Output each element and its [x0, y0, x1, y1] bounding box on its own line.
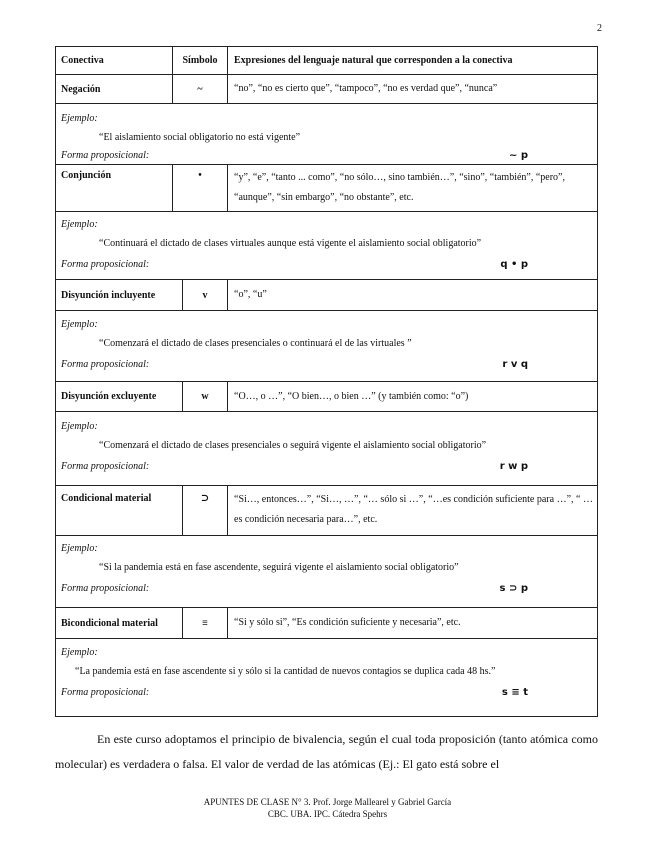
form-row [61, 682, 592, 704]
form-label: Forma proposicional: [61, 583, 150, 594]
example-block [56, 316, 597, 382]
table-header-row [56, 47, 597, 75]
form-label: Forma proposicional: [61, 687, 150, 698]
form-row [61, 354, 592, 376]
form-label: Forma proposicional: [61, 150, 150, 161]
example-block [56, 110, 597, 165]
connectives-table [55, 46, 598, 717]
connective-symbol: v [183, 280, 228, 310]
example-label: Ejemplo: [61, 543, 98, 554]
form-value: r v q [502, 359, 528, 370]
example-block [56, 216, 597, 280]
connective-expressions: “y”, “e”, “tanto ... como”, “no sólo…, sino también…”, “sino”, “también”, “pero”, “aunque”, “sin embargo”, “no obstante”, etc. [234, 172, 565, 203]
form-row [61, 148, 592, 163]
connective-name: Bicondicional material [56, 608, 183, 638]
example-sentence: “Si la pandemia está en fase ascendente, seguirá vigente el aislamiento social obligatorio” [99, 562, 459, 573]
form-label: Forma proposicional: [61, 359, 150, 370]
connective-expressions: “Si y sólo si”, “Es condición suficiente y necesaria”, etc. [234, 617, 461, 628]
connective-symbol: ⊃ [183, 486, 228, 535]
example-sentence: “La pandemia está en fase ascendente si y sólo si la cantidad de nuevos contagios se duplica cada 48 hs.” [75, 666, 496, 677]
table-row [56, 75, 597, 104]
form-value: s ⊃ p [499, 583, 528, 594]
header-expressions: Expresiones del lenguaje natural que corresponden a la conectiva [234, 54, 513, 66]
table-row [56, 165, 597, 212]
form-label: Forma proposicional: [61, 461, 150, 472]
form-row [61, 456, 592, 478]
example-block [56, 540, 597, 608]
connective-name: Condicional material [56, 486, 183, 535]
example-sentence: “Comenzará el dictado de clases presenciales o seguirá vigente el aislamiento social obligatorio” [99, 440, 487, 451]
connective-symbol: ≡ [183, 608, 228, 638]
table-row [56, 486, 597, 536]
table-row [56, 608, 597, 639]
table-row [56, 280, 597, 311]
connective-symbol: w [183, 382, 228, 411]
form-value: q • p [500, 259, 528, 270]
header-symbol: Símbolo [173, 47, 228, 74]
example-label: Ejemplo: [61, 421, 98, 432]
example-sentence: “Comenzará el dictado de clases presenciales o continuará el de las virtuales ” [99, 338, 412, 349]
example-label: Ejemplo: [61, 219, 98, 230]
connective-expressions: “o”, “u” [234, 289, 267, 300]
form-label: Forma proposicional: [61, 259, 150, 270]
connective-expressions: “no”, “no es cierto que”, “tampoco”, “no es verdad que”, “nunca” [234, 83, 498, 94]
footer-line-1: APUNTES DE CLASE N° 3. Prof. Jorge Mallearel y Gabriel García [203, 797, 452, 807]
connective-name: Disyunción excluyente [56, 382, 183, 411]
connective-expressions: “Si…, entonces…”, “Si…, …”, “… sólo si …”, “…es condición suficiente para …”, “ … es condición necesaria para…”, etc. [234, 494, 593, 525]
form-value: r w p [499, 461, 528, 472]
body-paragraph: En este curso adoptamos el principio de bivalencia, según el cual toda proposición (tanto atómica como molecular) es verdadera o falsa. El valor de verdad de las atómicas (Ej.: El gato está sobre el [55, 732, 598, 771]
page-number: 2 [597, 23, 602, 34]
table-row [56, 382, 597, 412]
example-label: Ejemplo: [61, 647, 98, 658]
connective-symbol: ~ [173, 75, 228, 103]
connective-name: Disyunción incluyente [56, 280, 183, 310]
connective-expressions: “O…, o …”, “O bien…, o bien …” (y también como: “o”) [234, 390, 469, 402]
form-row [61, 578, 592, 600]
example-block [56, 644, 597, 716]
example-block [56, 418, 597, 486]
form-value: ~ p [508, 150, 528, 161]
example-sentence: “El aislamiento social obligatorio no está vigente” [99, 132, 301, 143]
form-value: s ≡ t [501, 687, 528, 698]
example-label: Ejemplo: [61, 319, 98, 330]
header-connective: Conectiva [56, 47, 173, 74]
connective-symbol: • [173, 165, 228, 211]
form-row [61, 254, 592, 276]
example-sentence: “Continuará el dictado de clases virtuales aunque está vigente el aislamiento social obligatorio” [99, 238, 482, 249]
footer-line-2: CBC. UBA. IPC. Cátedra Spehrs [267, 809, 388, 819]
example-label: Ejemplo: [61, 113, 98, 124]
connective-name: Negación [56, 75, 173, 103]
connective-name: Conjunción [56, 165, 173, 211]
